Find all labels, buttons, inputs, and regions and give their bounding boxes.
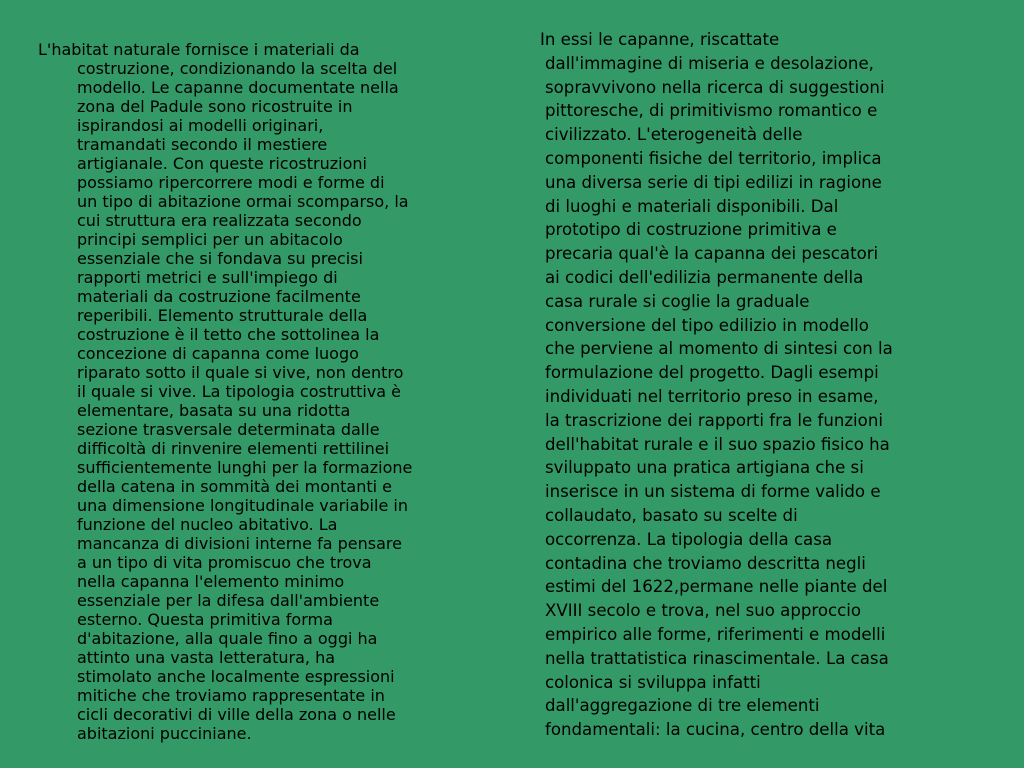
text-line: modello. Le capanne documentate nella: [77, 78, 399, 97]
text-line: rapporti metrici e sull'impiego di: [77, 268, 338, 287]
text-line: precaria qual'è la capanna dei pescatori: [545, 244, 879, 264]
text-line: principi semplici per un abitacolo: [77, 230, 343, 249]
text-line: essenziale per la difesa dall'ambiente: [77, 591, 380, 610]
text-line: sezione trasversale determinata dalle: [77, 420, 380, 439]
text-line: cui struttura era realizzata secondo: [77, 211, 362, 230]
text-line: tramandati secondo il mestiere: [77, 135, 328, 154]
text-line: inserisce in un sistema di forme valido e: [545, 482, 881, 502]
left-text-column: [38, 40, 500, 743]
text-line: reperibili. Elemento strutturale della: [77, 306, 368, 325]
text-line: a un tipo di vita promiscuo che trova: [77, 553, 372, 572]
text-line: mancanza di divisioni interne fa pensare: [77, 534, 402, 553]
text-line: ai codici dell'edilizia permanente della: [545, 267, 864, 287]
text-line: contadina che troviamo descritta negli: [545, 553, 866, 573]
text-line: occorrenza. La tipologia della casa: [545, 529, 833, 549]
text-line: zona del Padule sono ricostruite in: [77, 97, 353, 116]
text-line: cicli decorativi di ville della zona o nelle: [77, 705, 396, 724]
text-line: materiali da costruzione facilmente: [77, 287, 361, 306]
text-line: funzione del nucleo abitativo. La: [77, 515, 338, 534]
text-line: formulazione del progetto. Dagli esempi: [545, 363, 879, 383]
text-line: possiamo ripercorrere modi e forme di: [77, 173, 385, 192]
text-line: costruzione, condizionando la scelta del: [77, 59, 398, 78]
text-line: della catena in sommità dei montanti e: [77, 477, 393, 496]
text-line: dell'habitat rurale e il suo spazio fisico ha: [545, 434, 890, 454]
text-line: colonica si sviluppa infatti: [545, 672, 761, 692]
text-line: essenziale che si fondava su precisi: [77, 249, 363, 268]
text-line: stimolato anche localmente espressioni: [77, 667, 395, 686]
text-line: individuati nel territorio preso in esame,: [545, 386, 879, 406]
text-line: difficoltà di rinvenire elementi rettilinei: [77, 439, 390, 458]
text-line: dall'aggregazione di tre elementi: [545, 696, 820, 716]
text-line: sufficientemente lunghi per la formazione: [77, 458, 413, 477]
text-line: prototipo di costruzione primitiva e: [545, 220, 837, 240]
text-line: casa rurale si coglie la graduale: [545, 291, 810, 311]
text-line: L'habitat naturale fornisce i materiali da: [38, 40, 360, 59]
text-line: costruzione è il tetto che sottolinea la: [77, 325, 380, 344]
text-line: empirico alle forme, riferimenti e modelli: [545, 624, 886, 644]
text-line: di luoghi e materiali disponibili. Dal: [545, 196, 839, 216]
text-line: collaudato, basato su scelte di: [545, 505, 798, 525]
text-line: elementare, basata su una ridotta: [77, 401, 351, 420]
text-line: nella trattatistica rinascimentale. La casa: [545, 648, 889, 668]
text-line: concezione di capanna come luogo: [77, 344, 359, 363]
text-line: pittoresche, di primitivismo romantico e: [545, 101, 878, 121]
text-line: la trascrizione dei rapporti fra le funzioni: [545, 410, 883, 430]
text-line: attinto una vasta letteratura, ha: [77, 648, 336, 667]
text-line: dall'immagine di miseria e desolazione,: [545, 53, 874, 73]
text-line: una diversa serie di tipi edilizi in ragione: [545, 172, 882, 192]
text-line: abitazioni pucciniane.: [77, 724, 252, 743]
text-line: mitiche che troviamo rappresentate in: [77, 686, 385, 705]
text-line: che perviene al momento di sintesi con la: [545, 339, 893, 359]
text-line: ispirandosi ai modelli originari,: [77, 116, 324, 135]
text-line: sviluppato una pratica artigiana che si: [545, 458, 864, 478]
text-line: riparato sotto il quale si vive, non dentro: [77, 363, 404, 382]
right-text-column: [540, 28, 970, 742]
text-line: d'abitazione, alla quale fino a oggi ha: [77, 629, 378, 648]
text-line: nella capanna l'elemento minimo: [77, 572, 345, 591]
text-line: sopravvivono nella ricerca di suggestioni: [545, 77, 885, 97]
text-line: conversione del tipo edilizio in modello: [545, 315, 869, 335]
text-line: estimi del 1622,permane nelle piante del: [545, 577, 888, 597]
text-line: un tipo di abitazione ormai scomparso, la: [77, 192, 409, 211]
text-line: civilizzato. L'eterogeneità delle: [545, 125, 803, 145]
text-line: XVIII secolo e trova, nel suo approccio: [545, 601, 862, 621]
text-line: componenti fisiche del territorio, implica: [545, 148, 882, 168]
text-line: una dimensione longitudinale variabile in: [77, 496, 408, 515]
text-line: In essi le capanne, riscattate: [540, 30, 780, 49]
text-line: artigianale. Con queste ricostruzioni: [77, 154, 367, 173]
text-line: esterno. Questa primitiva forma: [77, 610, 333, 629]
text-line: fondamentali: la cucina, centro della vita: [545, 720, 886, 740]
text-line: il quale si vive. La tipologia costruttiva è: [77, 382, 402, 401]
